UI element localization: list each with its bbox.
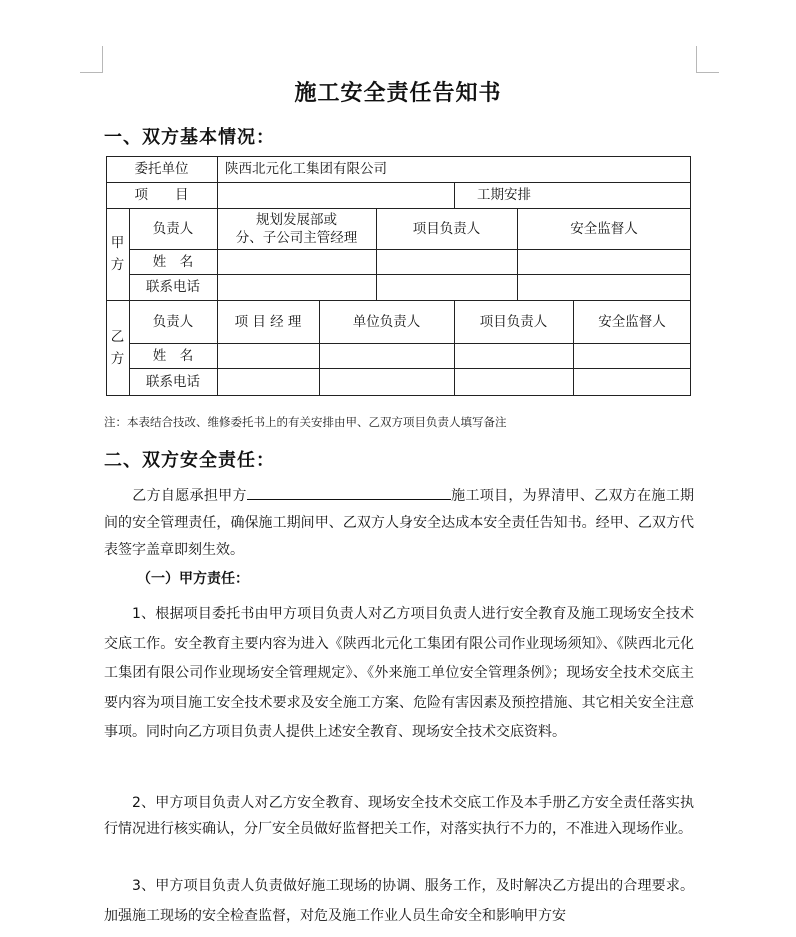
party-a-safety-supervisor-header: 安全监督人 — [570, 220, 638, 237]
entrusting-unit-value: 陕西北元化工集团有限公司 — [225, 161, 387, 177]
party-b-name-label: 姓 名 — [152, 347, 194, 364]
crop-mark-top-right — [696, 46, 719, 73]
party-a-name-label: 姓 名 — [152, 253, 194, 270]
party-a-dept-header: 规划发展部或 分、子公司主管经理 — [235, 211, 358, 246]
schedule-label: 工期安排 — [477, 187, 531, 203]
responsibility-item-2: 2、甲方项目负责人对乙方安全教育、现场安全技术交底工作及本手册乙方安全责任落实执行情况进行核实确认，分厂安全员做好监督把关工作，对落实执行不力的，不准进入现场作业。 — [104, 795, 694, 837]
party-b-project-lead-header: 项目负责人 — [479, 313, 548, 330]
section-2-heading: 二、双方安全责任： — [104, 450, 275, 471]
document-title: 施工安全责任告知书 — [294, 80, 502, 106]
table-note: 注：本表结合技改、维修委托书上的有关安排由甲、乙双方项目负责人填写备注 — [104, 415, 507, 429]
project-name-blank — [247, 483, 451, 500]
party-b-safety-supervisor-header: 安全监督人 — [598, 313, 666, 330]
party-a-responsibility-heading: （一）甲方责任： — [137, 571, 249, 587]
party-b-responsible-header: 负责人 — [152, 313, 194, 330]
basic-info-table — [106, 156, 691, 396]
party-b-project-manager-header: 项 目 经 理 — [234, 313, 302, 330]
section-1-heading: 一、双方基本情况： — [104, 127, 275, 148]
responsibility-item-3: 3、甲方项目负责人负责做好施工现场的协调、服务工作，及时解决乙方提出的合理要求。加强施工现场的安全检查监督，对危及施工作业人员生命安全和影响甲方安 — [104, 878, 694, 924]
party-b-unit-lead-header: 单位负责人 — [352, 313, 421, 330]
responsibility-item-1: 1、根据项目委托书由甲方项目负责人对乙方项目负责人进行安全教育及施工现场安全技术交底工作。安全教育主要内容为进入《陕西北元化工集团有限公司作业现场须知》、《陕西北元化工集团有限公司作业现场安全管理规定》、《外来施工单位安全管理条例》；现场安全技术交底主要内容为项目施工安全技术要求及安全施工方案、危险有害因素及预控措施、其它相关安全注意事项。同时向乙方项目负责人提供上述安全教育、现场安全技术交底资料。 — [104, 606, 694, 740]
party-a-phone-label: 联系电话 — [146, 279, 200, 295]
party-a-project-lead-header: 项目负责人 — [412, 220, 481, 237]
party-b-label: 乙 方 — [110, 328, 125, 367]
project-label: 项 目 — [134, 187, 189, 203]
crop-mark-top-left — [80, 46, 103, 73]
entrusting-unit-label: 委托单位 — [134, 161, 189, 177]
party-b-phone-label: 联系电话 — [146, 373, 200, 390]
intro-paragraph: 乙方自愿承担甲方 施工项目，为界清甲、乙双方在施工期间的安全管理责任，确保施工期间甲、乙双方人身安全达成本安全责任告知书。经甲、乙双方代表签字盖章即刻生效。 — [104, 483, 694, 564]
party-a-responsible-header: 负责人 — [152, 220, 194, 237]
party-a-label: 甲 方 — [110, 235, 125, 273]
